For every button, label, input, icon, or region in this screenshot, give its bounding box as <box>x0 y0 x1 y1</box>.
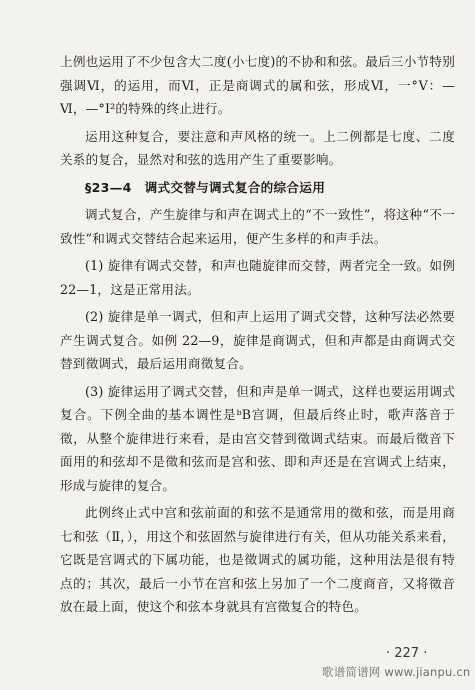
paragraph-2: 运用这种复合，要注意和声风格的统一。上二例都是七度、二度关系的复合，显然对和弦的选用产生了重要影响。 <box>60 128 455 167</box>
paragraph-3: 调式复合，产生旋律与和声在调式上的“不一致性”，将这种“不一致性”和调式交替结合起来运用，便产生多样的和声手法。 <box>60 207 455 246</box>
paragraph-4: (1) 旋律有调式交替，和声也随旋律而交替，两者完全一致。如例22—1，这是正常用法。 <box>60 258 455 297</box>
paragraph-6: (3) 旋律运用了调式交替，但和声是单一调式，这样也要运用调式复合。下例全曲的基本调性是ᵇB宫调，但最后终止时，歌声落音于徵，从整个旋律进行来看，是由宫交替到徵调式结束。而最后徵音下面用的和弦却不是徵和弦而是宫和弦、即和声还是在宫调式上结束，形成与旋律的复合。 <box>60 383 455 493</box>
paragraph-5: (2) 旋律是单一调式，但和声上运用了调式交替，这种写法必然要产生调式复合。如例 22—9，旋律是商调式，但和声都是由商调式交替到徵调式，最后运用商徵复合。 <box>60 309 455 371</box>
section-heading: §23—4 调式交替与调式复合的综合运用 <box>85 179 326 195</box>
text-block <box>60 50 455 623</box>
page-number: · 227 · <box>386 646 428 661</box>
paragraph-1: 上例也运用了不少包含大二度(小七度)的不协和和弦。最后三小节特别强调Ⅵ，的运用，而Ⅵ，正是商调式的属和弦，形成Ⅵ，一°Ⅴ：—Ⅵ，—°Ⅰ²的特殊的终止进行。 <box>60 54 455 116</box>
site-watermark: 歌谱简谱网 www.jianpu.cn <box>322 665 471 679</box>
paragraph-7: 此例终止式中宫和弦前面的和弦不是通常用的徵和弦，而是用商七和弦（Ⅱ，），用这个和弦固然与旋律进行有关，但从功能关系来看，它既是宫调式的下属功能，也是徵调式的属功能，这种用法是很有特点的；其次，最后一小节在宫和弦上另加了一个二度商音，又将徵音放在最上面，使这个和弦本身就具有宫徵复合的特色。 <box>60 505 455 614</box>
